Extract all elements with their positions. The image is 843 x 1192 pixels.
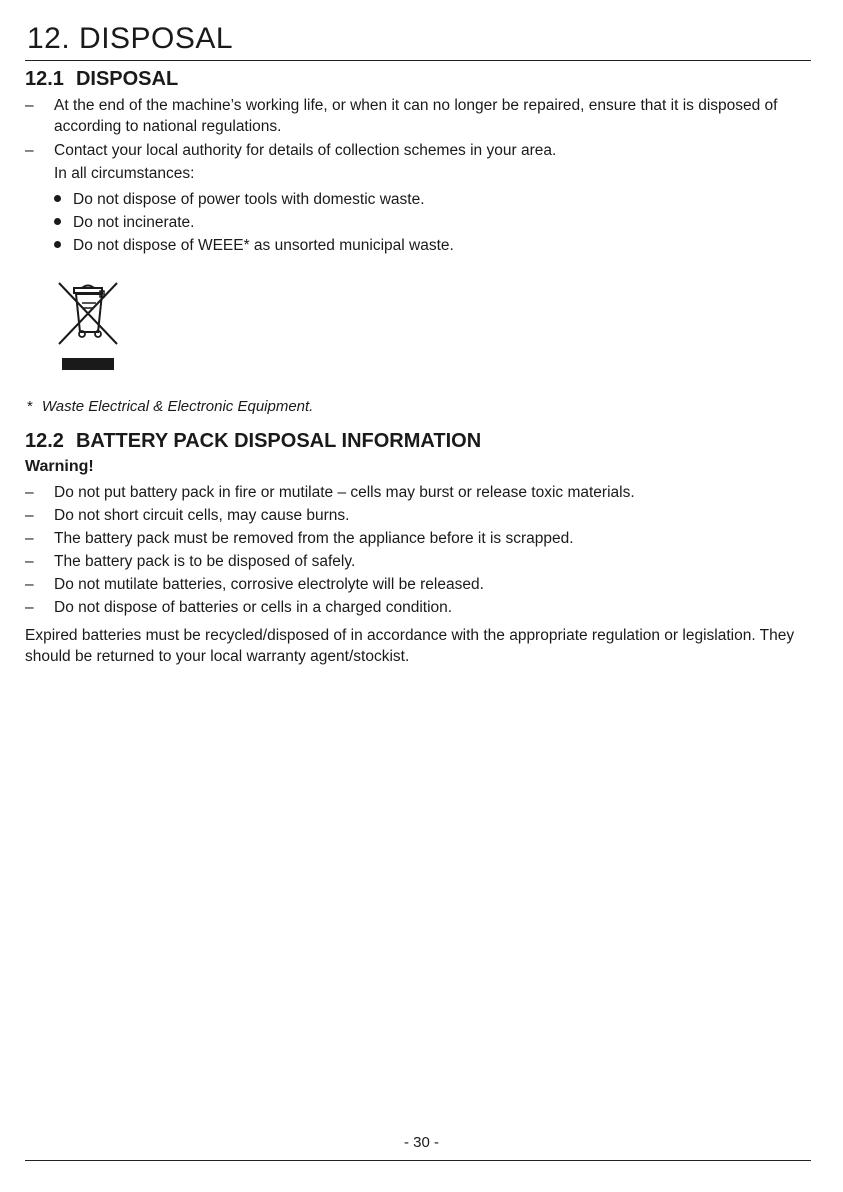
bullet-item bbox=[54, 235, 454, 256]
dash-marker: – bbox=[25, 97, 34, 114]
list-item bbox=[25, 551, 815, 572]
footnote-text: Waste Electrical & Electronic Equipment. bbox=[41, 398, 314, 415]
list-item-text: Contact your local authority for details of collection schemes in your area. bbox=[54, 142, 557, 159]
circumstances-label: In all circumstances: bbox=[54, 165, 195, 182]
section-number: 12.2 bbox=[25, 430, 64, 452]
bullet-dot-icon bbox=[54, 195, 61, 202]
bullet-item bbox=[54, 212, 195, 233]
bullet-text: Do not dispose of WEEE* as unsorted municipal waste. bbox=[73, 237, 454, 254]
dash-marker: – bbox=[25, 530, 34, 547]
section-heading-disposal bbox=[25, 67, 178, 91]
list-item-text: The battery pack must be removed from the appliance before it is scrapped. bbox=[54, 530, 574, 547]
list-item bbox=[25, 505, 815, 526]
dash-marker: – bbox=[25, 484, 34, 501]
title-divider bbox=[25, 60, 811, 61]
list-item bbox=[25, 140, 815, 161]
bullet-item bbox=[54, 189, 425, 210]
list-item bbox=[25, 482, 815, 503]
list-item-text: Do not short circuit cells, may cause burns. bbox=[54, 507, 350, 524]
section-heading-battery bbox=[25, 429, 481, 453]
dash-marker: – bbox=[25, 553, 34, 570]
list-item bbox=[25, 528, 815, 549]
bullet-dot-icon bbox=[54, 241, 61, 248]
section-title: DISPOSAL bbox=[75, 68, 179, 90]
footnote bbox=[27, 397, 313, 417]
dash-marker: – bbox=[25, 142, 34, 159]
bullet-dot-icon bbox=[54, 218, 61, 225]
list-item-text: At the end of the machine’s working life, or when it can no longer be repaired, ensure that it is disposed of according to national regulations. bbox=[54, 97, 778, 135]
dash-marker: – bbox=[25, 507, 34, 524]
page-number: - 30 - bbox=[403, 1134, 439, 1151]
bullet-text: Do not dispose of power tools with domestic waste. bbox=[73, 191, 425, 208]
section-title: BATTERY PACK DISPOSAL INFORMATION bbox=[75, 430, 482, 452]
page-title: 12. DISPOSAL bbox=[27, 22, 234, 55]
section-number: 12.1 bbox=[25, 68, 64, 90]
list-item-text: Do not put battery pack in fire or mutilate – cells may burst or release toxic materials. bbox=[54, 484, 635, 501]
closing-paragraph: Expired batteries must be recycled/disposed of in accordance with the appropriate regulation or legislation. They should be returned to your local warranty agent/stockist. bbox=[25, 627, 795, 665]
warning-label: Warning! bbox=[25, 458, 94, 475]
list-item bbox=[25, 95, 815, 137]
footnote-marker: * bbox=[27, 398, 33, 415]
footer-divider bbox=[25, 1160, 811, 1161]
list-item bbox=[25, 597, 815, 618]
dash-marker: – bbox=[25, 576, 34, 593]
list-item-text: Do not dispose of batteries or cells in a charged condition. bbox=[54, 599, 453, 616]
bullet-text: Do not incinerate. bbox=[73, 214, 195, 231]
dash-marker: – bbox=[25, 599, 34, 616]
crossed-out-wheelie-bin-icon bbox=[54, 280, 124, 372]
list-item-text: Do not mutilate batteries, corrosive electrolyte will be released. bbox=[54, 576, 484, 593]
list-item bbox=[25, 574, 815, 595]
list-item-text: The battery pack is to be disposed of safely. bbox=[54, 553, 356, 570]
